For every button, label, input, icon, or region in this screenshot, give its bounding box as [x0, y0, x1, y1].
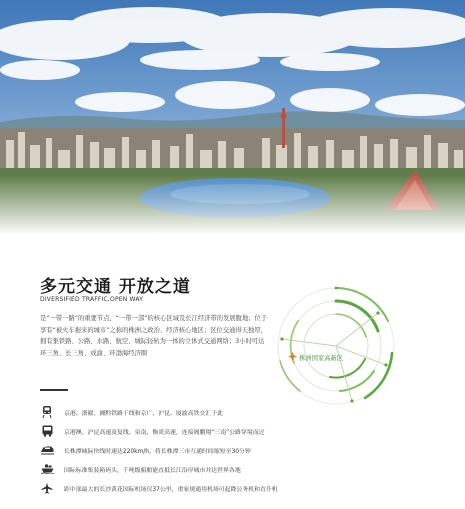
feature-text: 京港、浙赣、湘黔铁路干线和京广、沪昆、厦渝高铁交汇于此	[64, 410, 224, 417]
orange-petal-logo-icon	[288, 352, 297, 361]
feature-intercity-rail	[40, 443, 420, 457]
feature-railway	[40, 405, 420, 419]
feature-text: 距中部最大的长沙黄花国际机场仅37公里，重家规通用机场可起降公务机和直升机	[64, 486, 278, 493]
zone-label	[288, 352, 343, 362]
feature-port	[40, 462, 420, 476]
zone-label-text: 株洲国家高新区	[299, 355, 344, 362]
feature-airport	[40, 481, 420, 495]
city-skyline-photo	[0, 0, 465, 235]
feature-text: 长株潭城际快线时速达220km/h，将长株潭三市互通时间缩短至30分钟	[64, 448, 251, 455]
section-subtitle: DIVERSIFIED TRAFFIC,OPEN WAY	[40, 296, 144, 303]
location-radial-graphic	[270, 283, 400, 408]
train-icon	[40, 406, 54, 418]
intro-paragraph: 是“一带一路”的重要节点，“一带一部”的核心区域及长江经济带的发展腹地；位于享有“被火车拖来的城市”之称的株洲之政治、经济核心地区；区位交通得天独厚，拥有集铁路、公路、水路、航空、城际轻轨为一体的立体式交通网络；3小时可达环三角、长三角、成渝、环渤海经济圈	[40, 315, 268, 357]
feature-highway	[40, 424, 420, 438]
bus-icon	[40, 425, 54, 437]
feature-text: 国际标准集装箱码头，千吨级船舶能直抵长江沿岸城市并达世界各地	[64, 467, 241, 474]
section-title: 多元交通 开放之道	[40, 277, 191, 297]
high-speed-rail-icon	[40, 444, 54, 456]
divider	[40, 389, 68, 391]
airplane-icon	[40, 482, 54, 494]
ship-icon	[40, 463, 54, 475]
feature-text: 京港澳、沪昆高速及复线、泉南、衡炎高速，连接阁鹏翔“三南”公路穿境而过	[64, 429, 265, 436]
